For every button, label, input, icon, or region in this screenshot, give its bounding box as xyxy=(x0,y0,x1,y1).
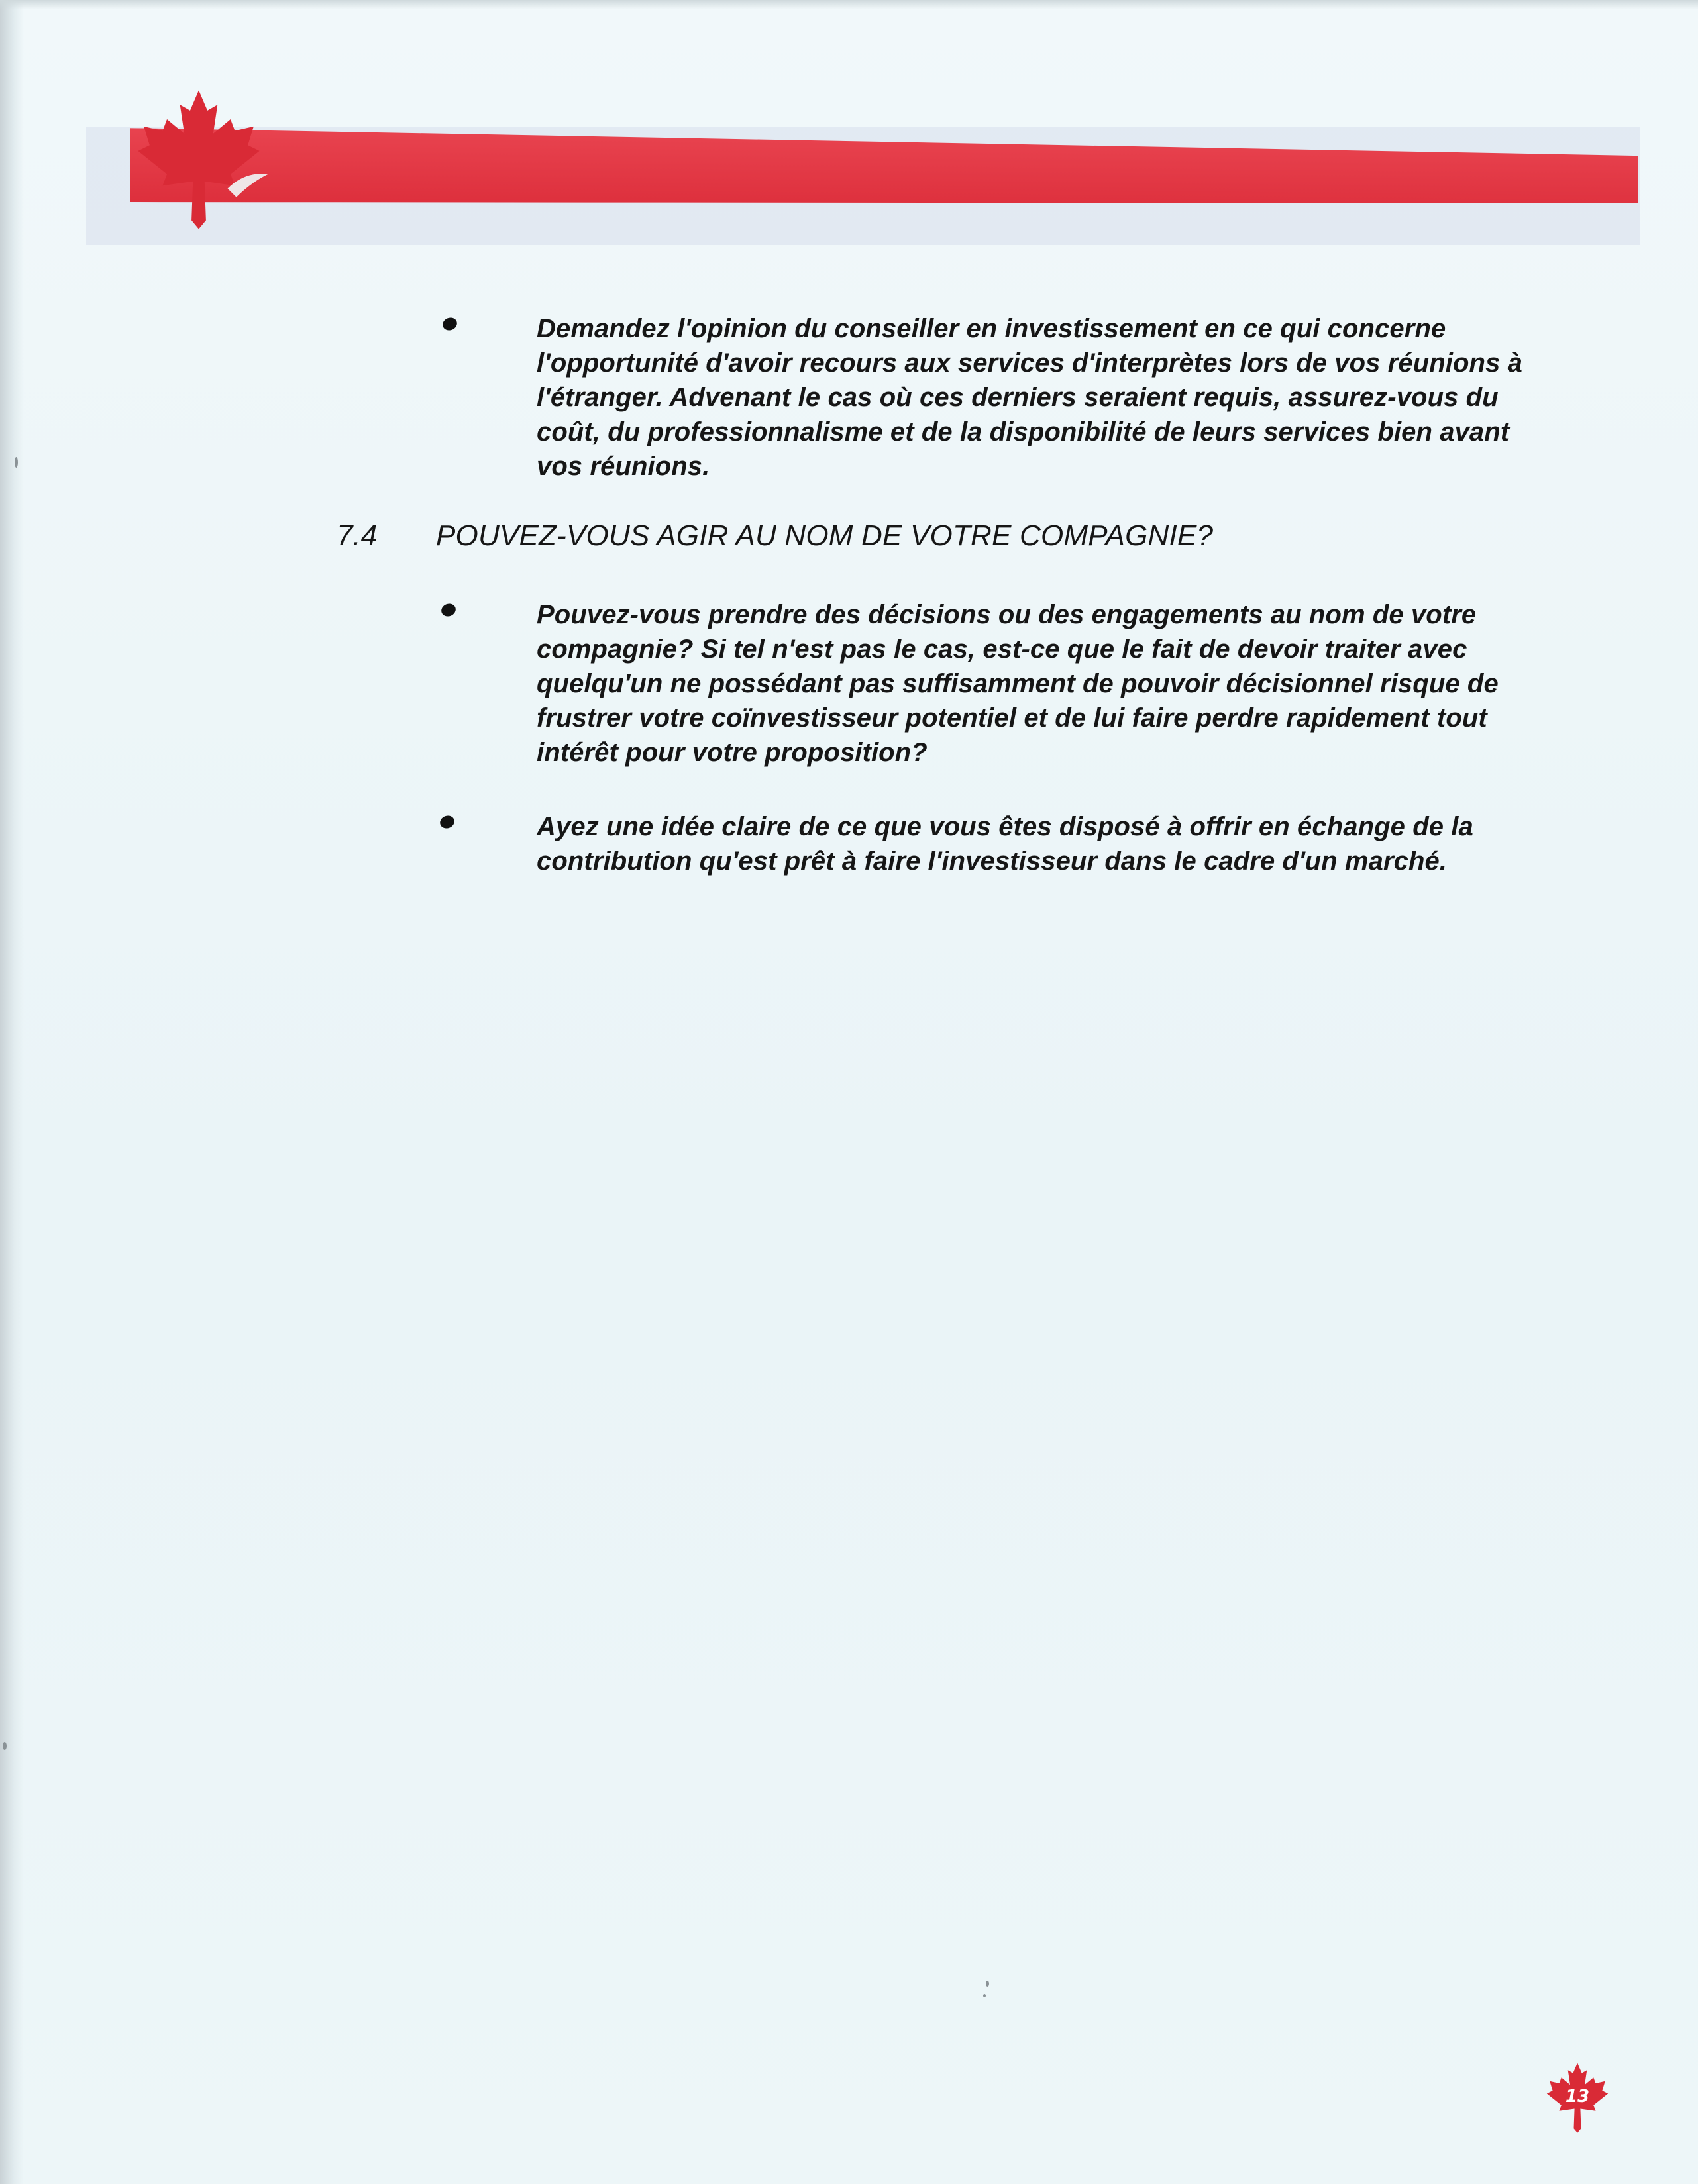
page-top-shadow xyxy=(0,0,1698,9)
maple-leaf-icon xyxy=(126,87,272,232)
bullet-point xyxy=(439,601,457,618)
bullet-point xyxy=(438,813,456,830)
paper-speck xyxy=(3,1742,7,1750)
bullet-text-decisions: Pouvez-vous prendre des décisions ou des engagements au nom de votre compagnie? Si tel n'est pas le cas, est-ce que le fait de devoir traiter avec quelqu'un ne possédant pas suffisamment de pouvoir décisionnel risque de frustrer votre coïnvestisseur potentiel et de lui faire perdre rapidement tout intérêt pour votre proposition? xyxy=(537,600,1499,767)
page-number: 13 xyxy=(1565,2087,1590,2106)
bullet-point xyxy=(441,315,458,332)
section-number: 7.4 xyxy=(337,519,378,552)
section-title: POUVEZ-VOUS AGIR AU NOM DE VOTRE COMPAGNIE? xyxy=(436,519,1214,552)
paper-speck xyxy=(986,1981,989,1987)
bullet-text-interpreters: Demandez l'opinion du conseiller en investissement en ce qui concerne l'opportunité d'avoir recours aux services d'interprètes lors de vos réunions à l'étranger. Advenant le cas où ces derniers seraient requis, assurez-vous du coût, du professionnalisme et de la disponibilité de leurs services bien avant vos réunions. xyxy=(537,314,1522,481)
paper-speck xyxy=(15,457,18,468)
page-edge-shadow xyxy=(0,0,24,2184)
bullet-text-offer: Ayez une idée claire de ce que vous êtes disposé à offrir en échange de la contribution qu'est prêt à faire l'investisseur dans le cadre d'un marché. xyxy=(537,812,1473,876)
paper-speck xyxy=(983,1994,986,1997)
